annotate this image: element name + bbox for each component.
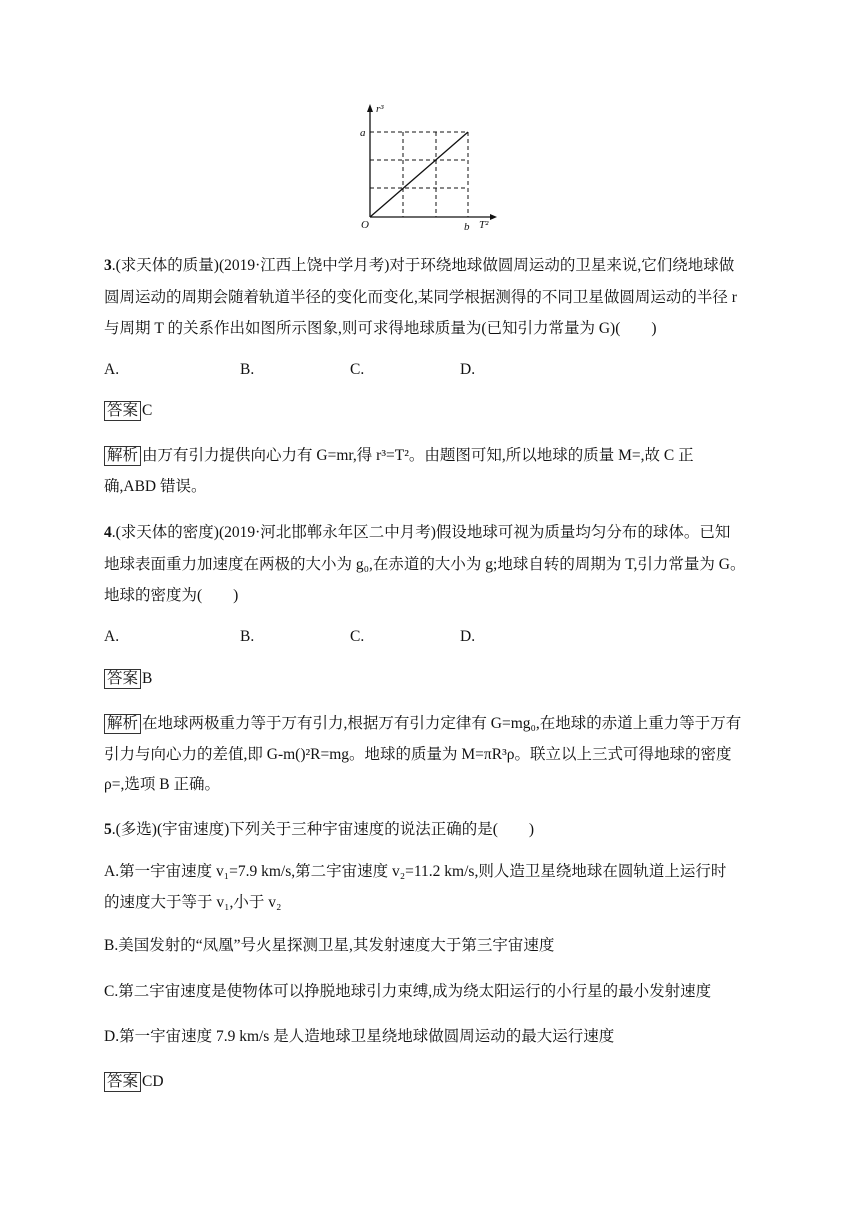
q3-text-1: .(求天体的质量)(2019·江西上饶中学月考)对于环绕地球做圆周运动的卫星来说,它们绕地球做 [111,257,735,274]
q3-analysis-text-1: 由万有引力提供向心力有 G=mr,得 r³=T²。由题图可知,所以地球的质量 M=,故 C 正 [142,447,694,464]
q4-line3: 地球的密度为( ) [104,587,239,604]
q4-answer-value: B [142,670,153,687]
q5-option-a-line2: 的速度大于等于 v₁,小于 v₂ [104,894,282,911]
q3-answer-value: C [142,402,153,419]
q4-line2: 地球表面重力加速度在两极的大小为 g₀,在赤道的大小为 g;地球自转的周期为 T,引力常量为 G。 [104,556,746,573]
x-mark-label: b [464,221,470,232]
q4-analysis-line3: ρ=,选项 B 正确。 [104,776,220,793]
analysis-tag: 解析 [104,714,141,734]
q5-option-c: C.第二宇宙速度是使物体可以挣脱地球引力束缚,成为绕太阳运行的小行星的最小发射速度 [104,983,712,1000]
answer-tag: 答案 [104,1072,141,1092]
q4-option-d: D. [460,628,476,645]
q5-stem [104,820,534,840]
q4-line1 [104,523,730,543]
r3-t2-graph [360,100,500,232]
q3-line1 [104,256,734,276]
q4-analysis-line1 [104,714,741,734]
q3-option-a: A. [104,361,120,378]
q3-line2: 圆周运动的周期会随着轨道半径的变化而变化,某同学根据测得的不同卫星做圆周运动的半径 r [104,289,737,306]
analysis-tag: 解析 [104,446,141,466]
q4-analysis-text-1: 在地球两极重力等于万有引力,根据万有引力定律有 G=mg₀,在地球的赤道上重力等于万有 [142,715,742,732]
q3-option-d: D. [460,361,476,378]
q4-analysis-line2: 引力与向心力的差值,即 G-m()²R=mg。地球的质量为 M=πR³ρ。联立以上三式可得地球的密度 [104,746,732,763]
q3-analysis-line1 [104,446,694,466]
q5-option-d: D.第一宇宙速度 7.9 km/s 是人造地球卫星绕地球做圆周运动的最大运行速度 [104,1028,615,1045]
q5-answer [104,1072,164,1092]
graph-line [370,132,468,217]
q3-analysis-line2: 确,ABD 错误。 [104,478,207,495]
q3-option-c: C. [350,361,365,378]
q4-option-b: B. [240,628,255,645]
q3-number: 3 [104,257,112,274]
y-axis-label: r³ [376,103,384,115]
q5-stem-text: .(多选)(宇宙速度)下列关于三种宇宙速度的说法正确的是( ) [111,821,535,838]
q5-option-a-line1: A.第一宇宙速度 v₁=7.9 km/s,第二宇宙速度 v₂=11.2 km/s,则人造卫星绕地球在圆轨道上运行时 [104,863,727,880]
q4-option-a: A. [104,628,120,645]
y-mark-label: a [360,127,366,139]
q5-number: 5 [104,821,112,838]
answer-tag: 答案 [104,401,141,421]
q4-number: 4 [104,524,112,541]
q4-answer [104,669,152,689]
q4-option-c: C. [350,628,365,645]
x-axis-label: T² [479,219,489,231]
q3-answer [104,401,152,421]
q3-line3: 与周期 T 的关系作出如图所示图象,则可求得地球质量为(已知引力常量为 G)( ) [104,320,657,337]
answer-tag: 答案 [104,669,141,689]
q4-text-1: .(求天体的密度)(2019·河北邯郸永年区二中月考)假设地球可视为质量均匀分布的球体。已知 [111,524,731,541]
q5-answer-value: CD [142,1073,164,1090]
origin-label: O [361,219,369,231]
q5-option-b: B.美国发射的“凤凰”号火星探测卫星,其发射速度大于第三宇宙速度 [104,937,555,954]
q3-option-b: B. [240,361,255,378]
